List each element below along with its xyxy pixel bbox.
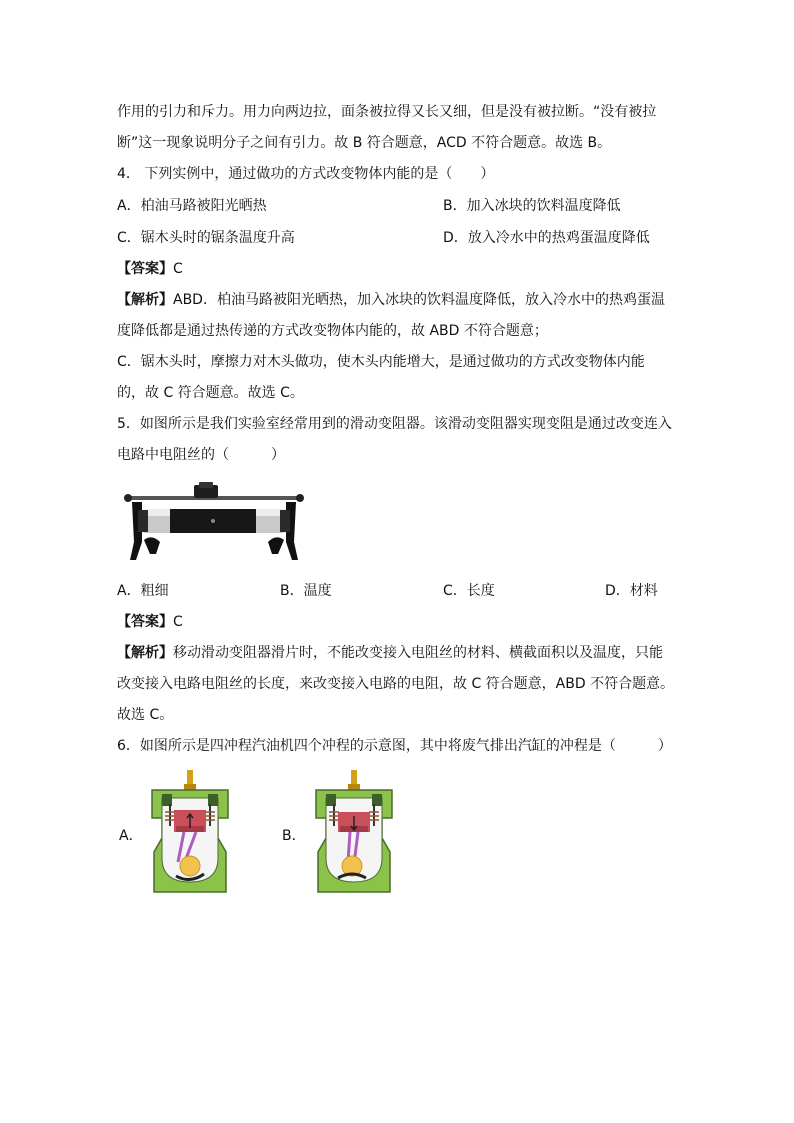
q6-fig-label-b: B． bbox=[282, 828, 306, 844]
answer-value: C bbox=[173, 614, 183, 630]
paragraph-line: 作用的引力和斥力。用力向两边拉，面条被拉得又长又细，但是没有被拉断。“没有被拉 bbox=[117, 104, 657, 120]
q4-option-a: A．柏油马路被阳光晒热 bbox=[117, 198, 267, 214]
question-5-stem: 5．如图所示是我们实验室经常用到的滑动变阻器。该滑动变阻器实现变阻是通过改变连入 bbox=[117, 416, 672, 432]
paragraph-line: 断”这一现象说明分子之间有引力。故 B 符合题意，ACD 不符合题意。故选 B。 bbox=[117, 135, 612, 151]
q4-answer bbox=[117, 259, 183, 279]
analysis-text: ABD．柏油马路被阳光晒热，加入冰块的饮料温度降低，放入冷水中的热鸡蛋温 bbox=[173, 292, 665, 308]
q4-analysis-line: C．锯木头时，摩擦力对木头做功，使木头内能增大，是通过做功的方式改变物体内能 bbox=[117, 354, 645, 370]
q4-option-d: D．放入冷水中的热鸡蛋温度降低 bbox=[443, 230, 650, 246]
q5-option-d: D．材料 bbox=[605, 583, 658, 599]
analysis-label: 【解析】 bbox=[117, 645, 173, 661]
q5-answer bbox=[117, 612, 183, 632]
q6-fig-label-a: A． bbox=[119, 828, 143, 844]
answer-label: 【答案】 bbox=[117, 261, 173, 277]
answer-value: C bbox=[173, 261, 183, 277]
q5-option-c: C．长度 bbox=[443, 583, 495, 599]
q4-analysis-line: 的，故 C 符合题意。故选 C。 bbox=[117, 385, 304, 401]
rheostat-image bbox=[122, 482, 306, 564]
q4-option-b: B．加入冰块的饮料温度降低 bbox=[443, 198, 621, 214]
q4-analysis-line: 度降低都是通过热传递的方式改变物体内能的，故 ABD 不符合题意； bbox=[117, 323, 548, 339]
question-5-stem: 电路中电阻丝的（ ） bbox=[117, 447, 285, 463]
analysis-label: 【解析】 bbox=[117, 292, 173, 308]
q5-analysis-line: 故选 C。 bbox=[117, 707, 174, 723]
q4-analysis-line bbox=[117, 290, 665, 310]
q5-option-a: A．粗细 bbox=[117, 583, 169, 599]
question-6-stem: 6．如图所示是四冲程汽油机四个冲程的示意图，其中将废气排出汽缸的冲程是（ ） bbox=[117, 738, 672, 754]
answer-label: 【答案】 bbox=[117, 614, 173, 630]
question-4-stem: 4． 下列实例中，通过做功的方式改变物体内能的是（ ） bbox=[117, 166, 495, 182]
engine-diagram-a bbox=[148, 768, 232, 898]
q4-option-c: C．锯木头时的锯条温度升高 bbox=[117, 230, 295, 246]
engine-diagram-b bbox=[312, 768, 396, 898]
q5-analysis-line: 改变接入电路电阻丝的长度，来改变接入电路的电阻，故 C 符合题意，ABD 不符合题意。 bbox=[117, 676, 675, 692]
analysis-text: 移动滑动变阻器滑片时，不能改变接入电阻丝的材料、横截面积以及温度，只能 bbox=[173, 645, 663, 661]
q5-analysis-line bbox=[117, 643, 663, 663]
q5-option-b: B．温度 bbox=[280, 583, 332, 599]
